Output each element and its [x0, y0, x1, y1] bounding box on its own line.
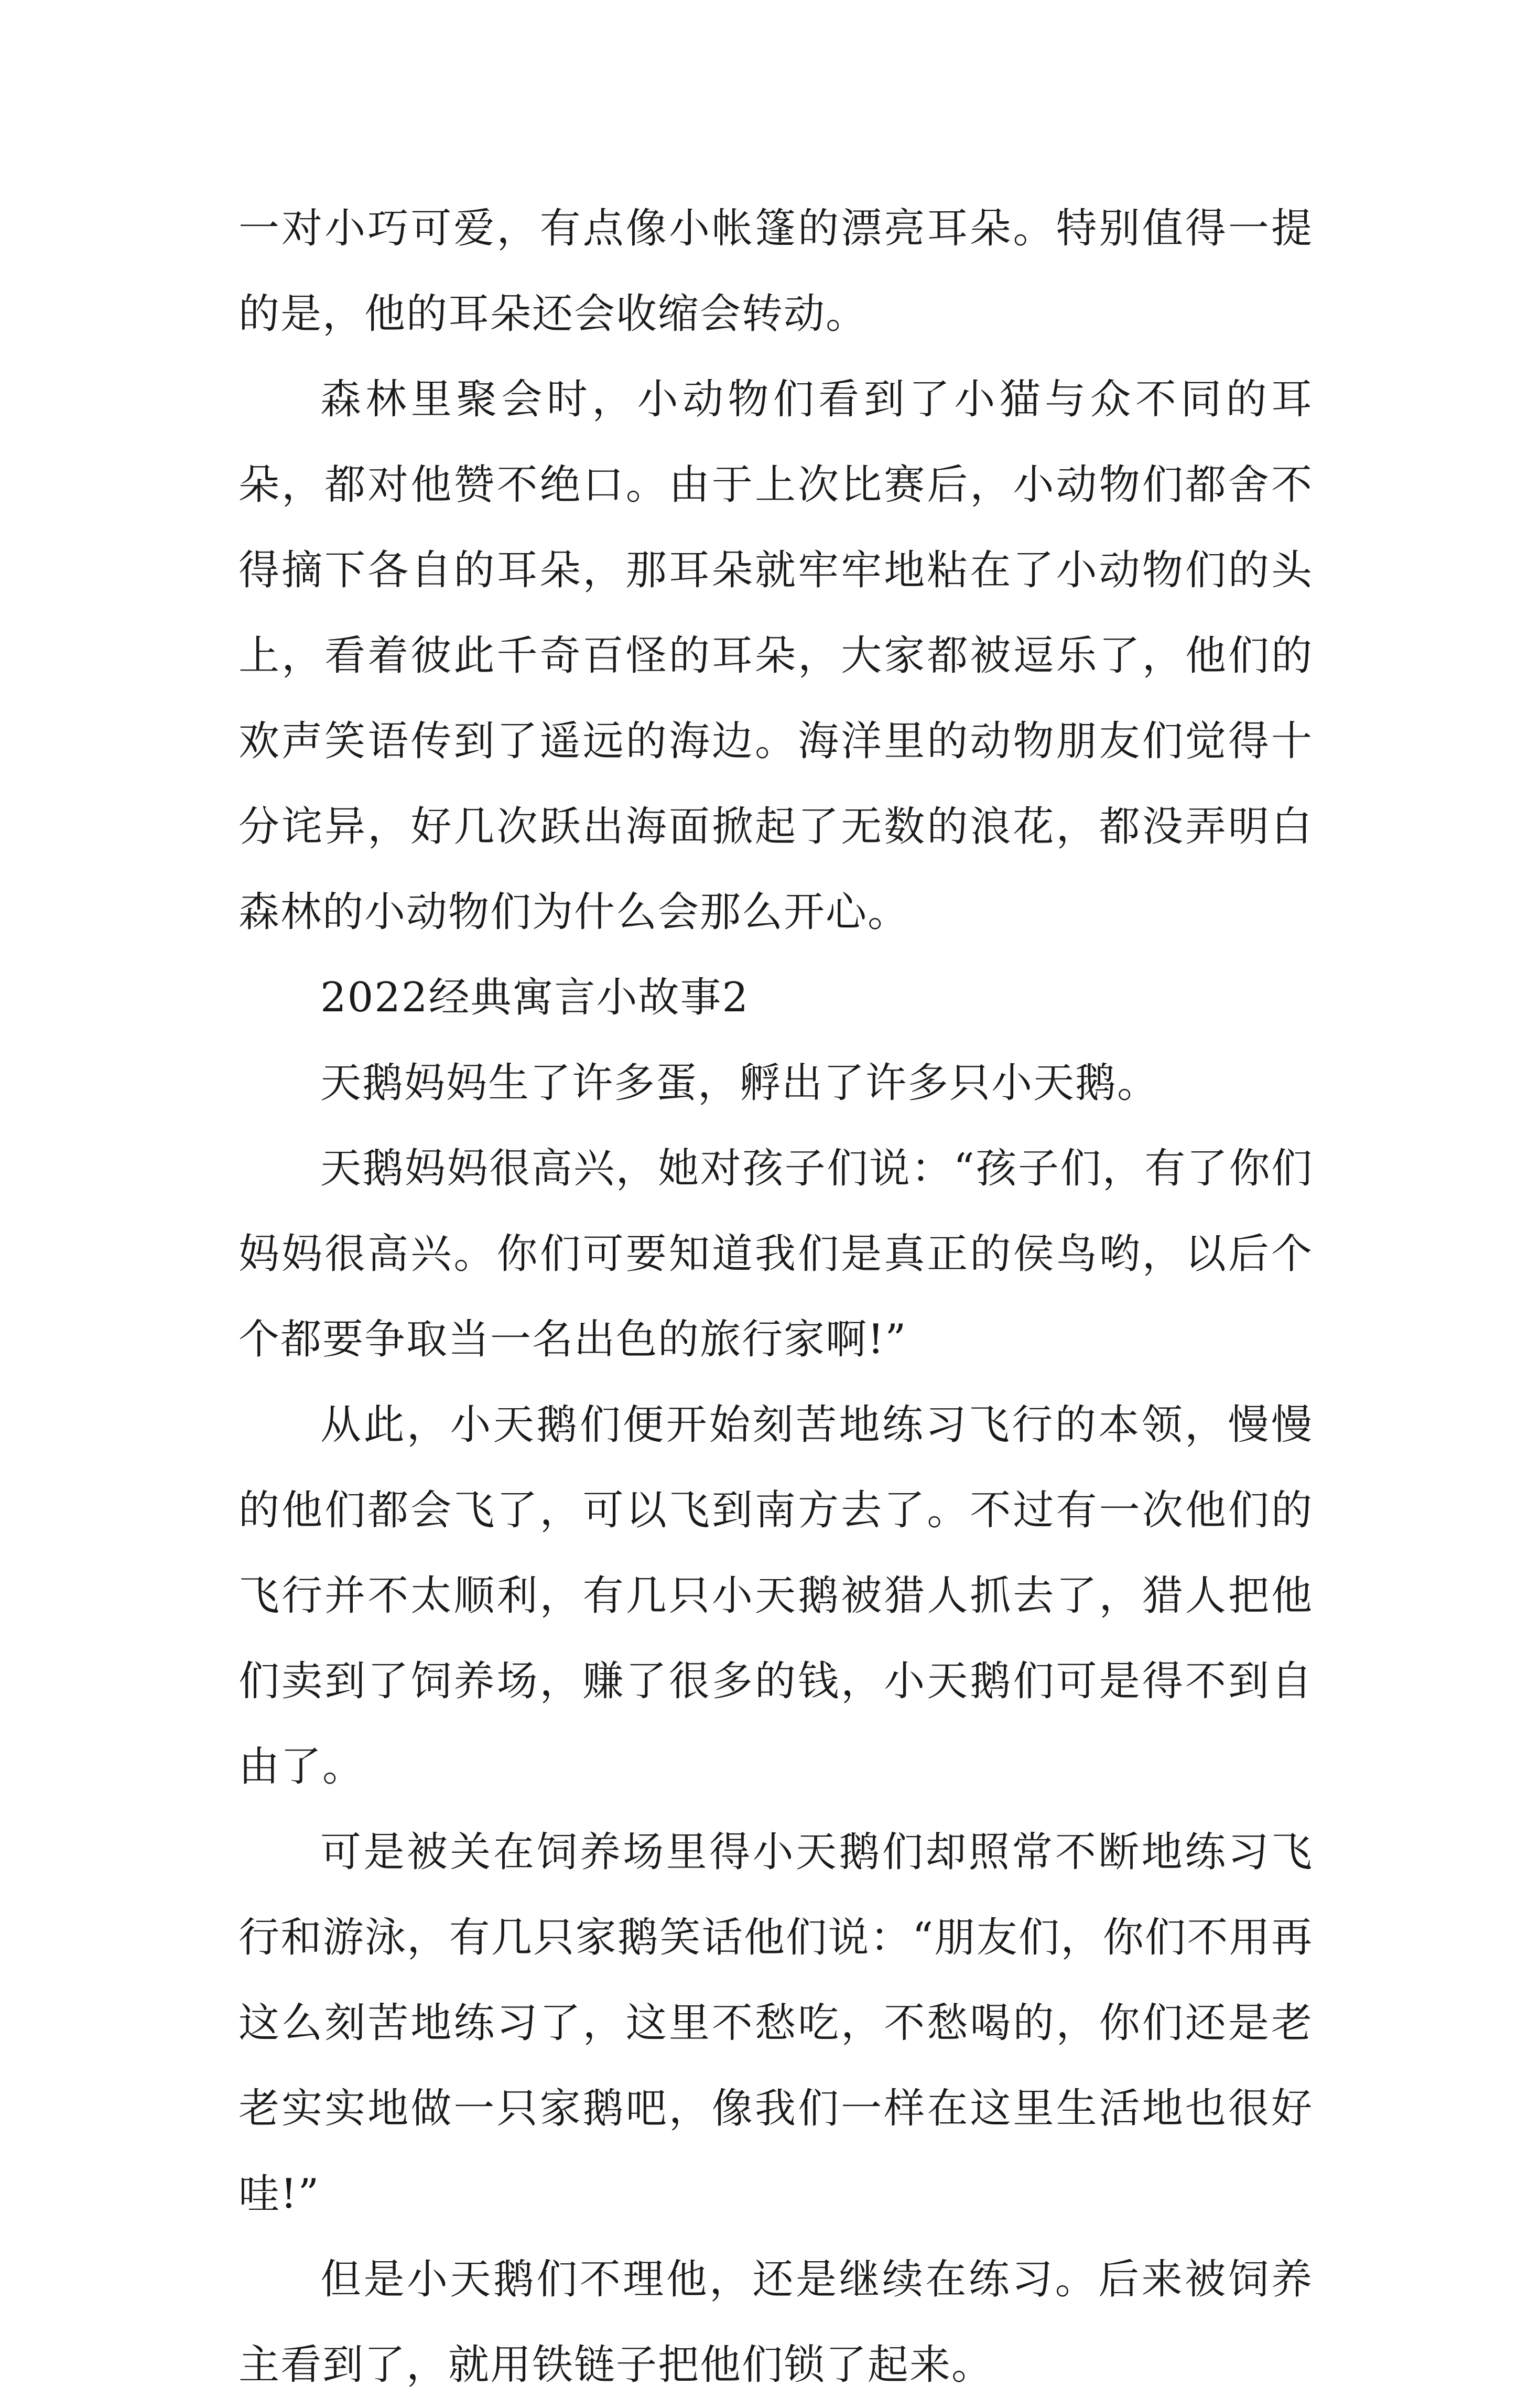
paragraph: 可是被关在饲养场里得小天鹅们却照常不断地练习飞行和游泳，有几只家鹅笑话他们说：“朋友们，你们不用再这么刻苦地练习了，这里不愁吃，不愁喝的，你们还是老老实实地做一只家鹅吧，像我们一样在这里生活地也很好哇!” [239, 1829, 1313, 2218]
document-body [239, 186, 1313, 2408]
paragraph: 天鹅妈妈生了许多蛋，孵出了许多只小天鹅。 [320, 1060, 1160, 1107]
paragraph: 森林里聚会时，小动物们看到了小猫与众不同的耳朵，都对他赞不绝口。由于上次比赛后，小动物们都舍不得摘下各自的耳朵，那耳朵就牢牢地粘在了小动物们的头上，看着彼此千奇百怪的耳朵，大家都被逗乐了，他们的欢声笑语传到了遥远的海边。海洋里的动物朋友们觉得十分诧异，好几次跃出海面掀起了无数的浪花，都没弄明白森林的小动物们为什么会那么开心。 [239, 376, 1313, 936]
paragraph: 但是小天鹅们不理他，还是继续在练习。后来被饲养主看到了，就用铁链子把他们锁了起来。 [239, 2256, 1313, 2389]
paragraph: 一对小巧可爱，有点像小帐篷的漂亮耳朵。特别值得一提的是，他的耳朵还会收缩会转动。 [239, 205, 1313, 338]
paragraph: 从此，小天鹅们便开始刻苦地练习飞行的本领，慢慢的他们都会飞了，可以飞到南方去了。不过有一次他们的飞行并不太顺利，有几只小天鹅被猎人抓去了，猎人把他们卖到了饲养场，赚了很多的钱，小天鹅们可是得不到自由了。 [239, 1401, 1313, 1790]
section-heading: 2022经典寓言小故事2 [320, 974, 750, 1021]
paragraph: 天鹅妈妈很高兴，她对孩子们说：“孩子们，有了你们妈妈很高兴。你们可要知道我们是真正的侯鸟哟，以后个个都要争取当一名出色的旅行家啊!” [239, 1145, 1313, 1363]
